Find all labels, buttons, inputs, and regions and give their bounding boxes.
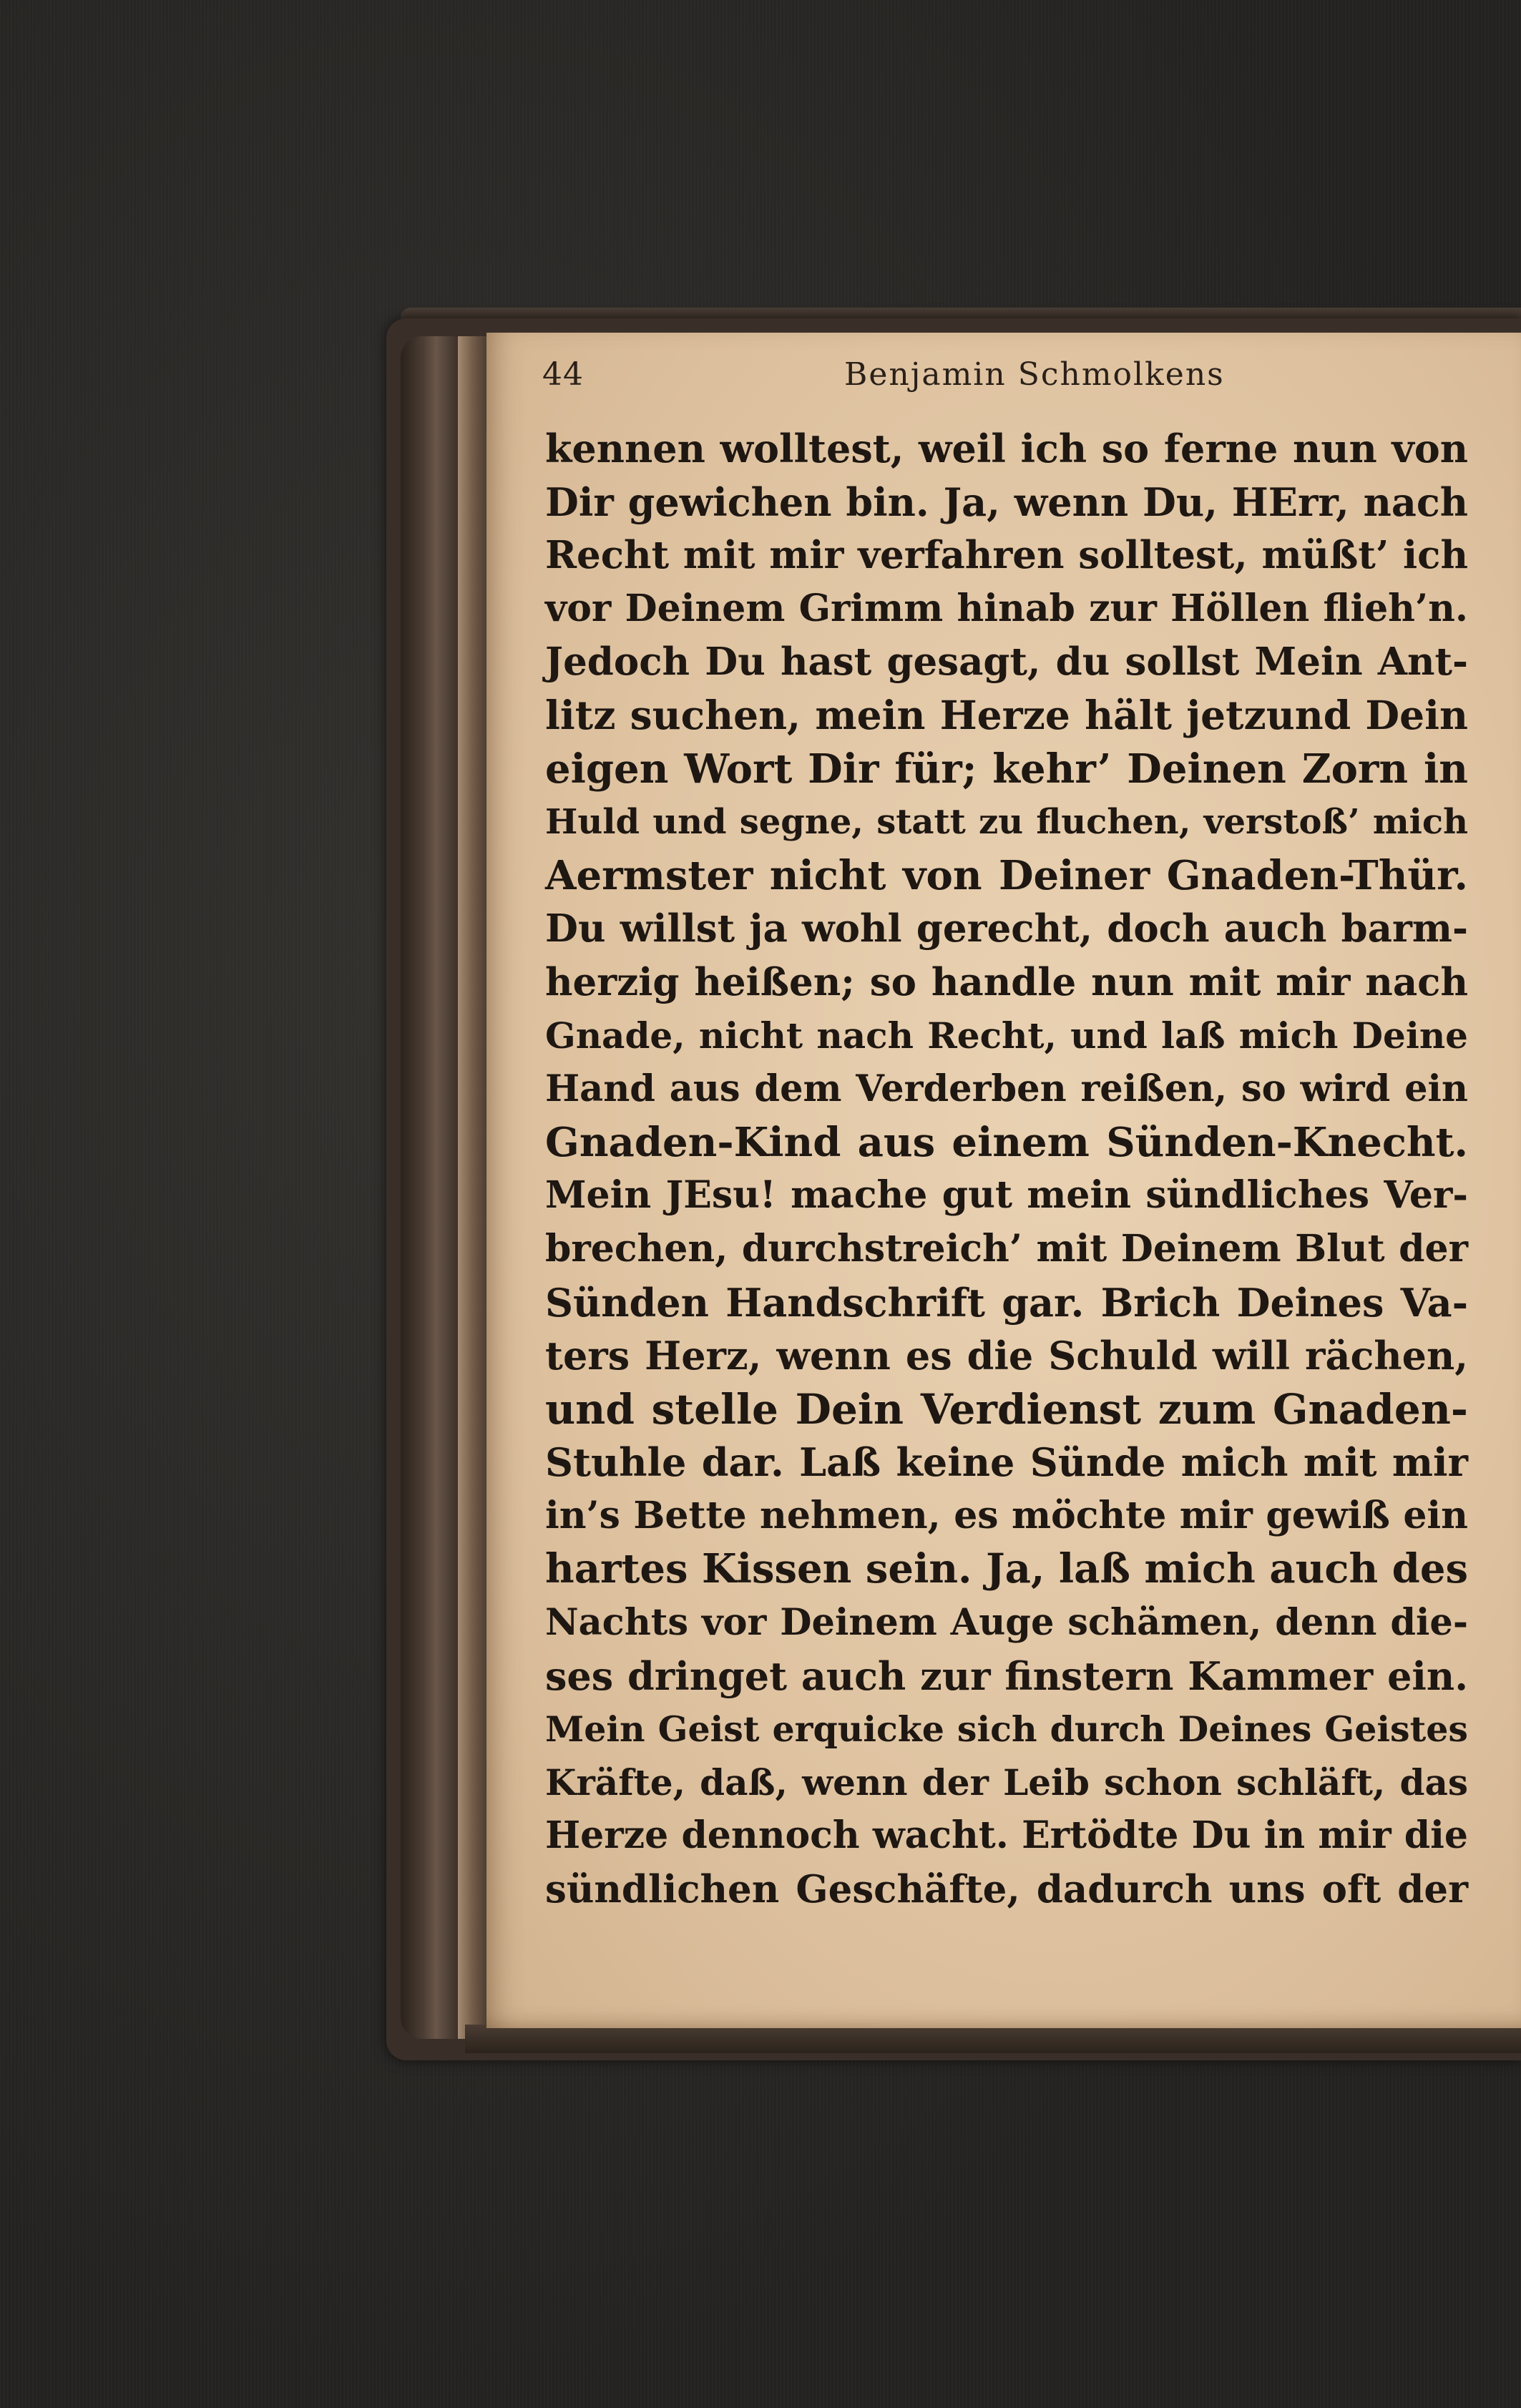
- text-line: kennen wolltest, weil ich so ferne nun von: [545, 426, 1468, 471]
- text-line: vor Deinem Grimm hinab zur Höllen flieh’n.: [545, 586, 1468, 630]
- text-line: Du willst ja wohl gerecht, doch auch barm-: [545, 906, 1468, 951]
- text-line: sündlichen Geschäfte, dadurch uns oft der: [545, 1867, 1468, 1912]
- text-line: Huld und segne, statt zu fluchen, verstoß’ mich: [545, 802, 1468, 843]
- running-head: Benjamin Schmolkens: [844, 356, 1225, 393]
- text-line: Nachts vor Deinem Auge schämen, denn die-: [545, 1601, 1468, 1645]
- page-header: [542, 356, 1458, 406]
- text-line: Mein Geist erquicke sich durch Deines Geistes: [545, 1708, 1468, 1751]
- text-line: Kräfte, daß, wenn der Leib schon schläft, das: [545, 1761, 1468, 1803]
- page-number: 44: [542, 356, 584, 393]
- text-line: brechen, durchstreich’ mit Deinem Blut der: [545, 1226, 1468, 1271]
- body-text: [545, 422, 1468, 1917]
- text-line: ters Herz, wenn es die Schuld will rächen,: [545, 1333, 1468, 1379]
- text-line: in’s Bette nehmen, es möchte mir gewiß ein: [545, 1493, 1468, 1537]
- text-line: herzig heißen; so handle nun mit mir nach: [545, 959, 1468, 1004]
- text-line: Stuhle dar. Laß keine Sünde mich mit mir: [545, 1439, 1468, 1486]
- text-line: Herze dennoch wacht. Ertödte Du in mir die: [545, 1814, 1468, 1858]
- book-spine: [401, 336, 465, 2039]
- text-line: Gnaden-Kind aus einem Sünden-Knecht.: [545, 1118, 1468, 1166]
- text-line: Jedoch Du hast gesagt, du sollst Mein Ant-: [545, 640, 1468, 685]
- text-line: ses dringet auch zur finstern Kammer ein.: [545, 1653, 1468, 1699]
- text-line: litz suchen, mein Herze hält jetzund Dein: [545, 691, 1468, 738]
- text-line: Gnade, nicht nach Recht, und laß mich Deine: [545, 1014, 1468, 1057]
- text-line: und stelle Dein Verdienst zum Gnaden-: [545, 1384, 1468, 1434]
- text-line: eigen Wort Dir für; kehr’ Deinen Zorn in: [545, 745, 1468, 793]
- text-line: Sünden Handschrift gar. Brich Deines Va-: [545, 1279, 1468, 1326]
- book-cover-bottom-edge: [465, 2025, 1521, 2053]
- text-line: Mein JEsu! mache gut mein sündliches Ver-: [545, 1173, 1468, 1218]
- text-line: Dir gewichen bin. Ja, wenn Du, HErr, nach: [545, 479, 1468, 525]
- text-line: Aermster nicht von Deiner Gnaden-Thür.: [545, 851, 1468, 899]
- text-line: hartes Kissen sein. Ja, laß mich auch des: [545, 1545, 1468, 1593]
- text-line: Hand aus dem Verderben reißen, so wird ein: [545, 1067, 1468, 1111]
- text-line: Recht mit mir verfahren solltest, müßt’ ich: [545, 533, 1468, 578]
